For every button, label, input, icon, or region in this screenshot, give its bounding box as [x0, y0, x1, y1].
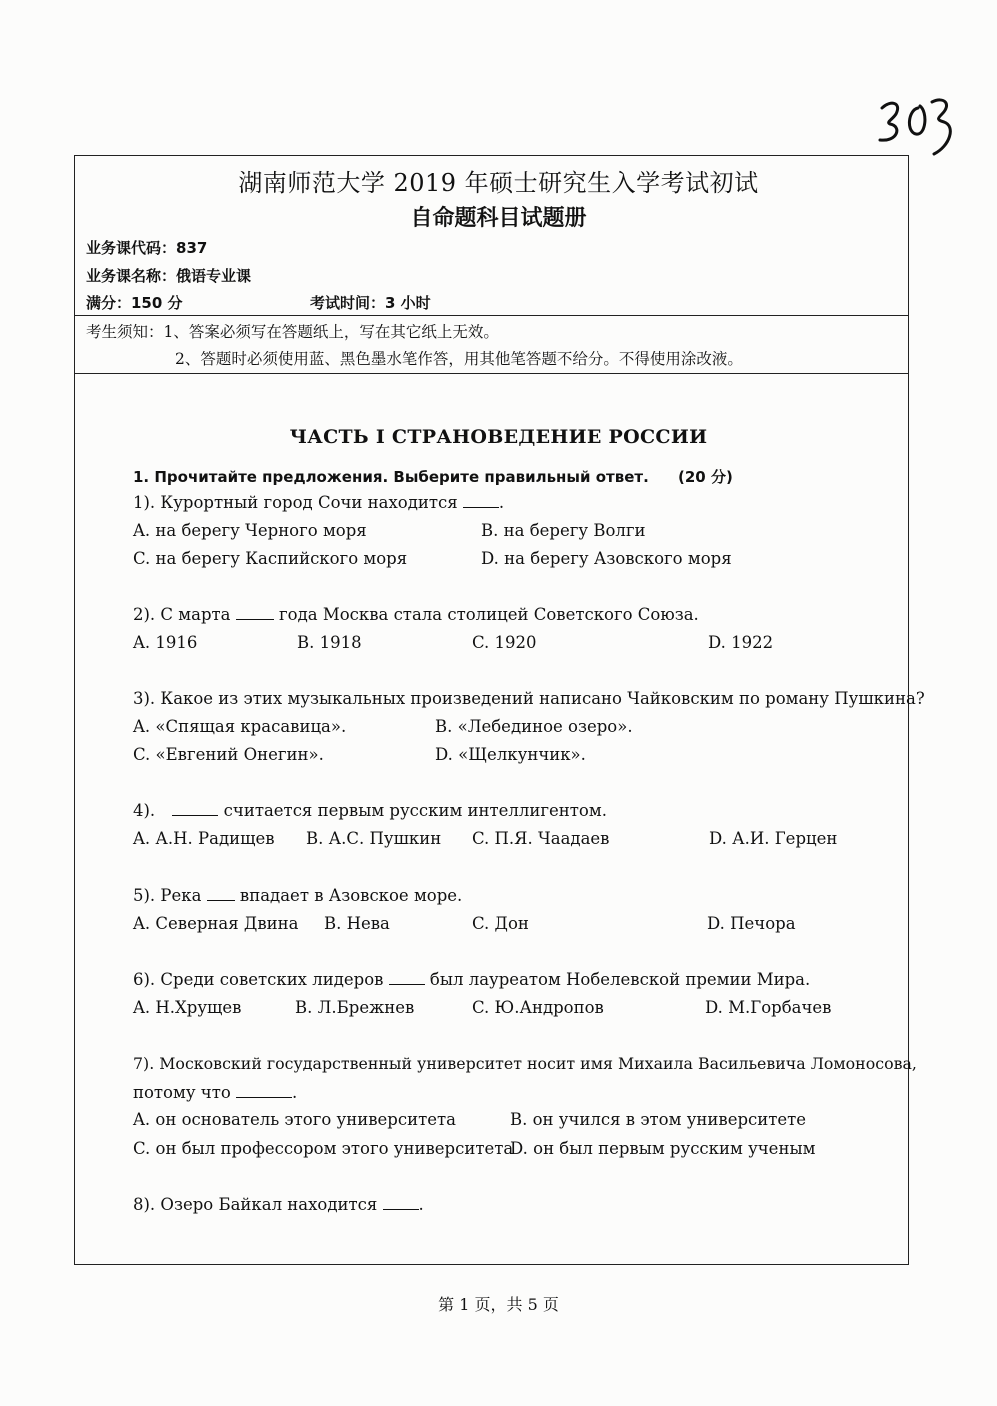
option-5d: D. Печора — [707, 914, 796, 933]
option-3a: A. «Спящая красавица». — [133, 717, 347, 736]
option-7d: D. он был первым русским ученым — [510, 1139, 816, 1158]
question-1: 1). Курортный город Сочи находится . — [133, 493, 505, 512]
option-6d: D. М.Горбачев — [705, 998, 832, 1017]
question-8: 8). Озеро Байкал находится . — [133, 1195, 424, 1214]
answer-blank — [463, 493, 499, 508]
option-7a: A. он основатель этого университета — [133, 1110, 456, 1129]
divider-meta — [74, 315, 909, 316]
option-3d: D. «Щелкунчик». — [435, 745, 586, 764]
option-6c: C. Ю.Андропов — [472, 998, 604, 1017]
answer-blank — [236, 605, 274, 620]
answer-blank — [389, 970, 425, 985]
option-4a: A. А.Н. Радищев — [133, 829, 275, 848]
option-2c: C. 1920 — [472, 633, 537, 652]
option-7b: B. он учился в этом университете — [510, 1110, 807, 1129]
option-4c: C. П.Я. Чаадаев — [472, 829, 610, 848]
instruction-text: 1. Прочитайте предложения. Выберите правильный ответ. — [133, 468, 649, 486]
option-1c: C. на берегу Каспийского моря — [133, 549, 408, 568]
exam-time: 考试时间：3 小时 — [310, 294, 431, 312]
notice-2: 2、答题时必须使用蓝、黑色墨水笔作答，用其他笔答题不给分。不得使用涂改液。 — [175, 350, 743, 368]
course-name: 业务课名称：俄语专业课 — [86, 267, 252, 285]
question-5: 5). Река впадает в Азовское море. — [133, 886, 463, 905]
section-heading: ЧАСТЬ I СТРАНОВЕДЕНИЕ РОССИИ — [289, 426, 708, 448]
option-2b: B. 1918 — [297, 633, 362, 652]
page-footer: 第 1 页，共 5 页 — [438, 1295, 559, 1314]
option-1d: D. на берегу Азовского моря — [481, 549, 732, 568]
option-2d: D. 1922 — [708, 633, 774, 652]
option-1b: B. на берегу Волги — [481, 521, 646, 540]
option-5b: B. Нева — [324, 914, 390, 933]
answer-blank — [207, 886, 235, 901]
option-5a: A. Северная Двина — [133, 914, 299, 933]
option-3b: B. «Лебединое озеро». — [435, 717, 633, 736]
question-4: 4). считается первым русским интеллигентом. — [133, 801, 607, 820]
question-3: 3). Какое из этих музыкальных произведений написано Чайковским по роману Пушкина? — [133, 689, 925, 708]
question-6: 6). Среди советских лидеров был лауреатом Нобелевской премии Мира. — [133, 970, 811, 989]
notice-1: 考生须知：1、答案必须写在答题纸上，写在其它纸上无效。 — [86, 323, 499, 341]
option-6a: A. Н.Хрущев — [133, 998, 242, 1017]
option-5c: C. Дон — [472, 914, 529, 933]
section-instruction — [133, 466, 733, 487]
instruction-points: (20 分) — [678, 468, 733, 486]
question-2: 2). С марта года Москва стала столицей Советского Союза. — [133, 605, 699, 624]
full-score: 满分：150 分 — [86, 294, 183, 312]
option-7c: C. он был профессором этого университета — [133, 1139, 514, 1158]
option-4b: B. А.С. Пушкин — [306, 829, 442, 848]
divider-notice — [74, 373, 909, 374]
course-code: 业务课代码：837 — [86, 239, 208, 257]
option-1a: A. на берегу Черного моря — [133, 521, 367, 540]
option-3c: C. «Евгений Онегин». — [133, 745, 324, 764]
option-4d: D. А.И. Герцен — [709, 829, 838, 848]
question-7-line-1: 7). Московский государственный университет носит имя Михаила Васильевича Ломоносова, — [133, 1054, 917, 1073]
exam-title: 湖南师范大学 2019 年硕士研究生入学考试初试 — [238, 169, 759, 197]
handwritten-page-number — [868, 92, 958, 160]
option-2a: A. 1916 — [133, 633, 198, 652]
option-6b: B. Л.Брежнев — [295, 998, 415, 1017]
question-7-line-2: потому что . — [133, 1083, 298, 1102]
answer-blank — [383, 1195, 419, 1210]
exam-subtitle: 自命题科目试题册 — [410, 206, 587, 231]
answer-blank — [236, 1083, 292, 1098]
answer-blank — [172, 801, 218, 816]
